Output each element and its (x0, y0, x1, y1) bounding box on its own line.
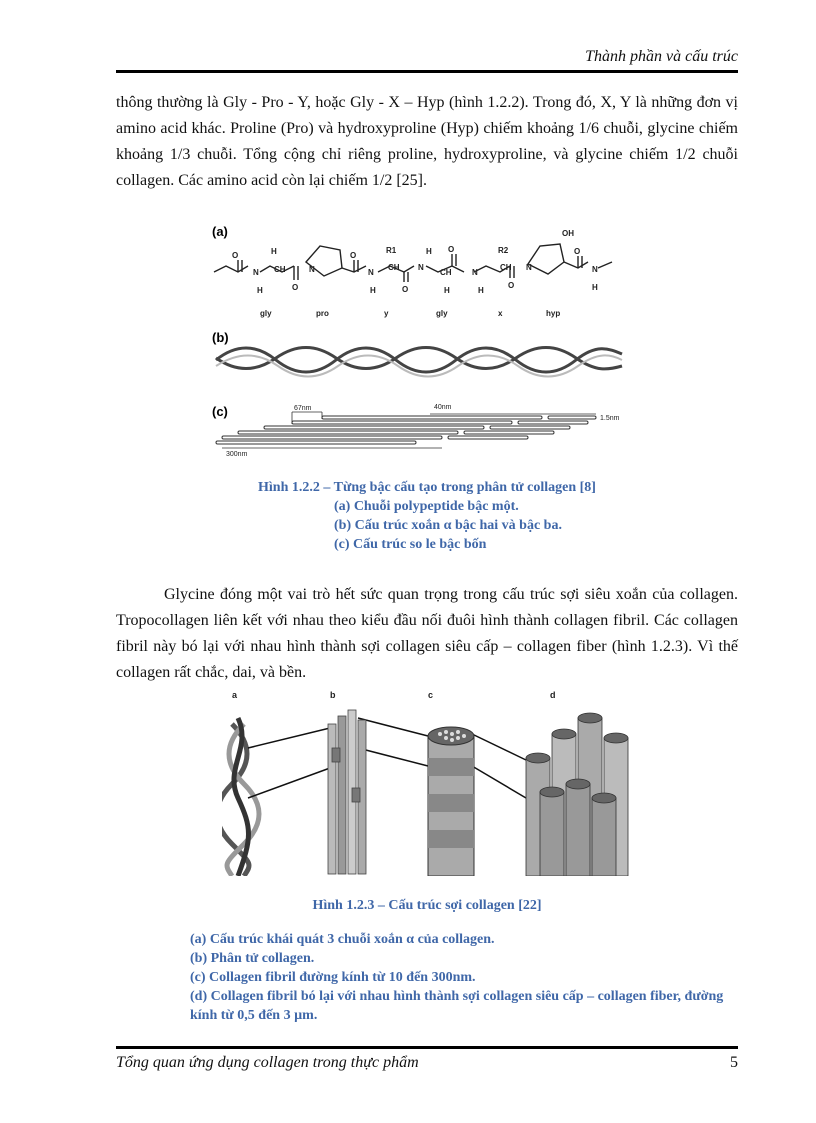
page-number: 5 (730, 1054, 738, 1071)
atom-label: H (478, 286, 484, 295)
atom-label: N (592, 265, 598, 274)
triple-helix (216, 348, 622, 373)
panel-label-a: a (232, 690, 238, 700)
fiber-bundle (526, 713, 628, 876)
atom-label: CH (274, 265, 286, 274)
figure-collagen-levels (208, 220, 626, 458)
atom-o: O (350, 251, 357, 260)
atom-label: R1 (386, 246, 397, 255)
panel-label-b: (b) (212, 330, 229, 345)
figure-2-sublist (190, 930, 738, 1025)
dim-67nm: 67nm (294, 405, 312, 412)
figure-2-sub-b: (b) Phân tử collagen. (190, 951, 315, 966)
figure-2-caption: Hình 1.2.3 – Cấu trúc sợi collagen [22] (312, 898, 542, 913)
residue-label: hyp (546, 309, 561, 318)
dim-300nm: 300nm (226, 451, 248, 458)
paragraph-intro: thông thường là Gly - Pro - Y, hoặc Gly - X – Hyp (hình 1.2.2). Trong đó, X, Y là những đơn vị amino acid khác. Proline (Pro) và hydroxyproline (Hyp) chiếm khoảng 1/6 chuỗi, glycine chiếm khoảng 1/3 chuỗi. Tổng cộng chỉ riêng proline, hydroxyproline, và glycine chiếm 1/2 chuỗi collagen. Các amino acid còn lại chiếm 1/2 [25]. (116, 94, 738, 189)
dim-40nm: 40nm (434, 404, 452, 411)
figure-1-sub-a: (a) Chuỗi polypeptide bậc một. (334, 499, 519, 514)
header-rule (116, 70, 738, 73)
atom-o: O (232, 251, 239, 260)
atom-label: R2 (498, 246, 509, 255)
atom-o: O (574, 247, 581, 256)
paragraph-glycine: Glycine đóng một vai trò hết sức quan trọng trong cấu trúc sợi siêu xoắn của collagen. Tropocollagen liên kết với nhau theo kiểu đầu nối đuôi hình thành collagen fibril. Các collagen fibril này bó lại với nhau hình thành sợi collagen siêu cấp – collagen fiber (hình 1.2.3). Vì thế collagen rất chắc, dai, và bền. (116, 586, 738, 681)
residue-label: gly (260, 309, 272, 318)
atom-label: H (444, 286, 450, 295)
fibril-cylinder (428, 727, 474, 876)
residue-label: y (384, 309, 389, 318)
atom-label: N (253, 268, 259, 277)
atom-label: OH (562, 229, 574, 238)
panel-label-a: (a) (212, 224, 228, 239)
residue-label: gly (436, 309, 448, 318)
atom-label: H (426, 247, 432, 256)
figure-1-sub-c: (c) Cấu trúc so le bậc bốn (334, 537, 487, 552)
atom-label: CH (388, 263, 400, 272)
residue-label: pro (316, 309, 329, 318)
figure-collagen-fiber (222, 688, 634, 876)
atom-label: N (472, 268, 478, 277)
dim-1-5nm: 1.5nm (600, 415, 620, 422)
atom-label: N (309, 265, 315, 274)
atom-o: O (292, 283, 299, 292)
figure-2-sub-a: (a) Cấu trúc khái quát 3 chuỗi xoắn α của collagen. (190, 932, 495, 947)
atom-label: N (526, 263, 532, 272)
staggered-array (216, 416, 596, 444)
figure-1-caption (116, 478, 738, 554)
atom-label: CH (440, 268, 452, 277)
collagen-rods (328, 710, 366, 874)
panel-label-c: c (428, 690, 434, 700)
figure-1-title: Hình 1.2.2 – Từng bậc cấu tạo trong phân tử collagen [8] (258, 480, 596, 495)
atom-label: N (368, 268, 374, 277)
helix-strands (222, 718, 259, 876)
atom-label: CH (500, 263, 512, 272)
page-footer-title: Tổng quan ứng dụng collagen trong thực phẩm (116, 1054, 419, 1071)
figure-2-sub-c: (c) Collagen fibril đường kính từ 10 đến 300nm. (190, 970, 476, 985)
atom-label: N (418, 263, 424, 272)
panel-label-b: b (330, 690, 336, 700)
atom-label: H (257, 286, 263, 295)
atom-label: H (271, 247, 277, 256)
residue-label: x (498, 309, 503, 318)
atom-label: H (592, 283, 598, 292)
panel-label-c: (c) (212, 404, 228, 419)
panel-label-d: d (550, 690, 556, 700)
atom-o: O (402, 285, 409, 294)
figure-2-sub-d: (d) Collagen fibril bó lại với nhau hình thành sợi collagen siêu cấp – collagen fiber, đường kính từ 0,5 đến 3 µm. (190, 989, 724, 1023)
atom-o: O (508, 281, 515, 290)
page-header-title: Thành phần và cấu trúc (585, 48, 738, 65)
atom-o: O (448, 245, 455, 254)
figure-1-sub-b: (b) Cấu trúc xoắn α bậc hai và bậc ba. (334, 518, 562, 533)
footer-rule (116, 1046, 738, 1049)
atom-label: H (370, 286, 376, 295)
